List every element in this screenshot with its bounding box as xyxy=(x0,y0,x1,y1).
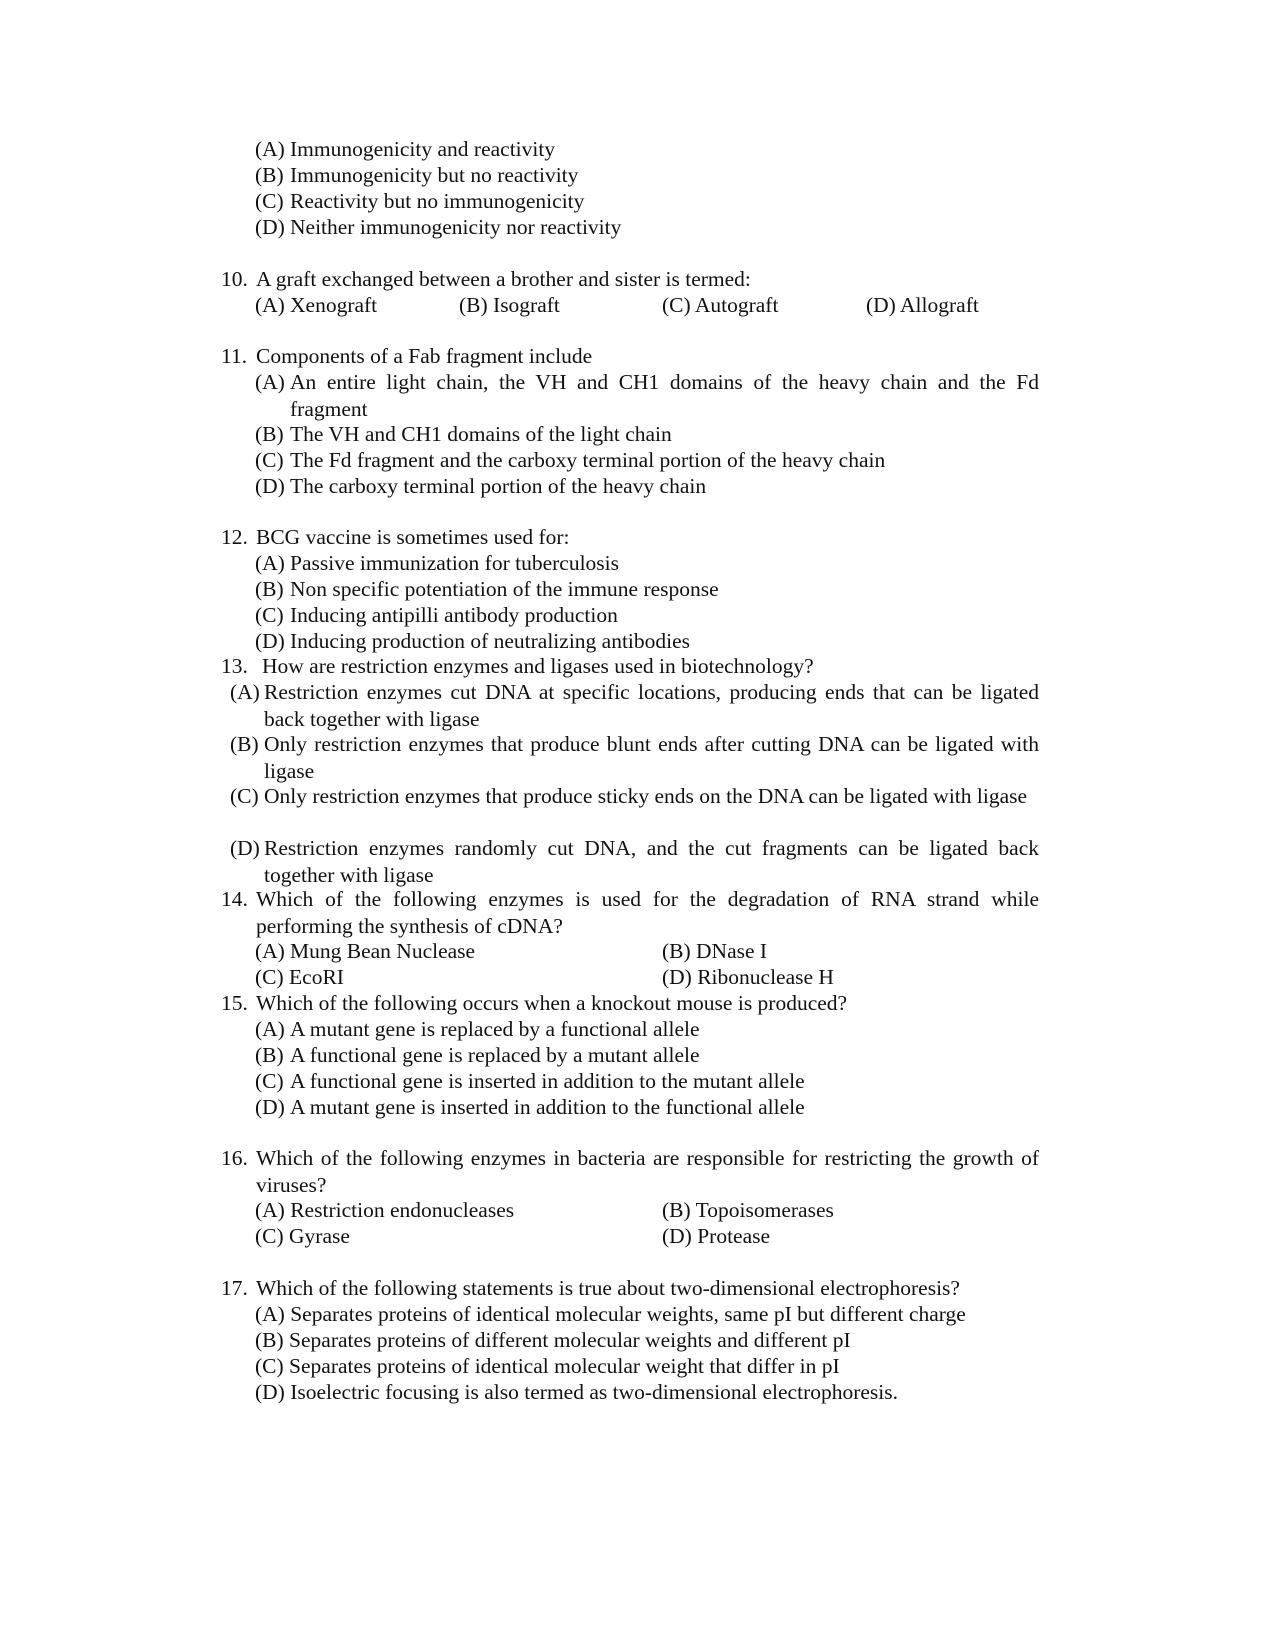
q16-option-a: (A) Restriction endonucleases xyxy=(255,1198,515,1222)
q12-option-c-label: (C) xyxy=(255,603,284,627)
q11-option-b-label: (B) xyxy=(255,422,284,446)
q17-option-c: (C) Separates proteins of identical molecular weight that differ in pI xyxy=(255,1354,840,1378)
q16-option-c: (C) Gyrase xyxy=(255,1224,350,1248)
q13-stem: How are restriction enzymes and ligases used in biotechnology? xyxy=(262,654,814,678)
q15-option-c-label: (C) xyxy=(255,1069,284,1093)
q13-option-b-text: Only restriction enzymes that produce blunt ends after cutting DNA can be ligated with ligase xyxy=(264,732,1039,783)
q14-stem: Which of the following enzymes is used for the degradation of RNA strand while performing the synthesis of cDNA? xyxy=(256,887,1039,938)
q14-option-c: (C) EcoRI xyxy=(255,965,344,989)
q11-option-d-text: The carboxy terminal portion of the heavy chain xyxy=(290,474,707,498)
q17-option-a: (A) Separates proteins of identical molecular weights, same pI but different charge xyxy=(255,1302,966,1326)
q11-option-d-label: (D) xyxy=(255,474,285,498)
q15-option-b-text: A functional gene is replaced by a mutant allele xyxy=(290,1043,700,1067)
q15-option-a-text: A mutant gene is replaced by a functional allele xyxy=(290,1017,700,1041)
q15-number: 15. xyxy=(221,991,248,1015)
q11-stem: Components of a Fab fragment include xyxy=(256,344,593,368)
q9-option-d-text: Neither immunogenicity nor reactivity xyxy=(290,215,622,239)
q10-option-a-text: Xenograft xyxy=(290,293,378,317)
q16-option-b: (B) Topoisomerases xyxy=(662,1198,834,1222)
q11-option-a-label: (A) xyxy=(255,370,285,394)
q11-option-c-text: The Fd fragment and the carboxy terminal portion of the heavy chain xyxy=(290,448,886,472)
q9-option-d-label: (D) xyxy=(255,215,285,239)
q9-option-c-label: (C) xyxy=(255,189,284,213)
q10-option-b: (B) Isograft xyxy=(459,293,560,317)
q16-number: 16. xyxy=(221,1146,248,1170)
q17-option-b: (B) Separates proteins of different molecular weights and different pI xyxy=(255,1328,851,1352)
q12-option-d-label: (D) xyxy=(255,629,285,653)
q11-option-a-text: An entire light chain, the VH and CH1 domains of the heavy chain and the Fd fragment xyxy=(290,370,1039,421)
q11-option-b-text: The VH and CH1 domains of the light chain xyxy=(290,422,672,446)
q9-option-b-label: (B) xyxy=(255,163,284,187)
q13-option-b-label: (B) xyxy=(230,732,259,756)
q13-option-c-text: Only restriction enzymes that produce sticky ends on the DNA can be ligated with ligase xyxy=(264,784,1028,808)
q10-option-d: (D) Allograft xyxy=(866,293,979,317)
q13-option-c-label: (C) xyxy=(230,784,259,808)
q15-option-b-label: (B) xyxy=(255,1043,284,1067)
q12-option-b-label: (B) xyxy=(255,577,284,601)
q15-option-c-text: A functional gene is inserted in addition to the mutant allele xyxy=(290,1069,805,1093)
q10-option-a-label: (A) xyxy=(255,293,285,317)
q13-option-a-label: (A) xyxy=(230,680,260,704)
q12-option-b-text: Non specific potentiation of the immune response xyxy=(290,577,719,601)
q11-number: 11. xyxy=(221,344,248,368)
q16-option-d: (D) Protease xyxy=(662,1224,771,1248)
q14-number: 14. xyxy=(221,887,248,911)
q9-option-a-label: (A) xyxy=(255,137,285,161)
q13-option-d-text: Restriction enzymes randomly cut DNA, and the cut fragments can be ligated back together with ligase xyxy=(264,836,1039,887)
q14-option-d: (D) Ribonuclease H xyxy=(662,965,834,989)
q10-stem: A graft exchanged between a brother and sister is termed: xyxy=(256,267,751,291)
q15-stem: Which of the following occurs when a knockout mouse is produced? xyxy=(256,991,848,1015)
q9-option-a-text: Immunogenicity and reactivity xyxy=(290,137,556,161)
q14-option-a-label: (A) xyxy=(255,939,285,963)
q13-option-d-label: (D) xyxy=(230,836,260,860)
q15-option-d-label: (D) xyxy=(255,1095,285,1119)
q9-option-b-text: Immunogenicity but no reactivity xyxy=(290,163,579,187)
q9-option-c-text: Reactivity but no immunogenicity xyxy=(290,189,585,213)
q12-option-a-label: (A) xyxy=(255,551,285,575)
q12-stem: BCG vaccine is sometimes used for: xyxy=(256,525,570,549)
q10-option-c: (C) Autograft xyxy=(662,293,779,317)
q11-option-c-label: (C) xyxy=(255,448,284,472)
q13-option-a-text: Restriction enzymes cut DNA at specific locations, producing ends that can be ligated back together with ligase xyxy=(264,680,1039,731)
q12-option-c-text: Inducing antipilli antibody production xyxy=(290,603,618,627)
q10-number: 10. xyxy=(221,267,248,291)
q12-option-a-text: Passive immunization for tuberculosis xyxy=(290,551,620,575)
q16-stem: Which of the following enzymes in bacteria are responsible for restricting the growth of viruses? xyxy=(256,1146,1039,1197)
q17-number: 17. xyxy=(221,1276,248,1300)
q17-option-d: (D) Isoelectric focusing is also termed as two-dimensional electrophoresis. xyxy=(255,1380,899,1404)
q12-number: 12. xyxy=(221,525,248,549)
q13-number: 13. xyxy=(221,654,248,678)
q14-option-b: (B) DNase I xyxy=(662,939,768,963)
q15-option-d-text: A mutant gene is inserted in addition to the functional allele xyxy=(290,1095,805,1119)
q14-option-a-text: Mung Bean Nuclease xyxy=(290,939,476,963)
q12-option-d-text: Inducing production of neutralizing antibodies xyxy=(290,629,691,653)
q17-stem: Which of the following statements is true about two-dimensional electrophoresis? xyxy=(256,1276,960,1300)
q15-option-a-label: (A) xyxy=(255,1017,285,1041)
